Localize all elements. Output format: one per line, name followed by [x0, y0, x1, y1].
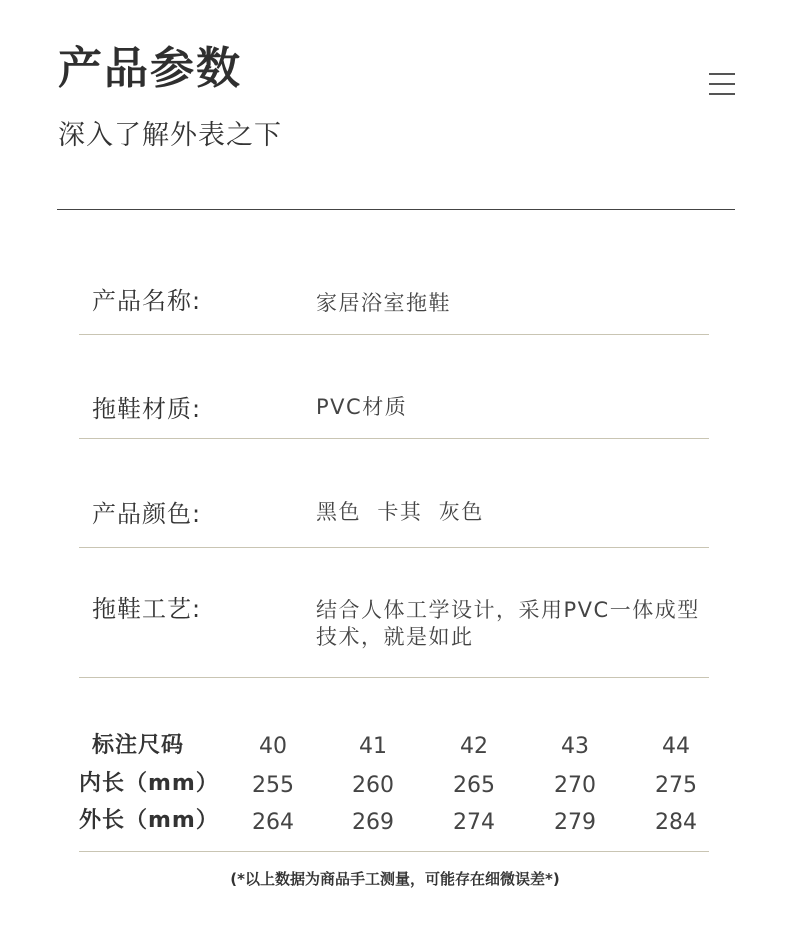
size-cell: 279: [554, 810, 596, 835]
size-cell: 269: [352, 810, 394, 835]
param-value-name: 家居浴室拖鞋: [316, 291, 451, 315]
size-row-label: 标注尺码: [92, 733, 185, 758]
param-label-material: 拖鞋材质:: [92, 395, 202, 423]
page-title: 产品参数: [58, 43, 242, 94]
page-subtitle: 深入了解外表之下: [58, 120, 282, 151]
size-cell: 274: [453, 810, 495, 835]
size-cell: 44: [662, 734, 690, 759]
size-cell: 260: [352, 773, 394, 798]
size-cell: 264: [252, 810, 294, 835]
measurement-footnote: (*以上数据为商品手工测量，可能存在细微误差*): [230, 870, 560, 888]
row-divider: [79, 334, 709, 335]
param-label-name: 产品名称:: [92, 287, 202, 315]
row-divider: [79, 438, 709, 439]
row-divider: [79, 547, 709, 548]
param-value-material: PVC材质: [316, 395, 408, 419]
size-cell: 265: [453, 773, 495, 798]
size-cell: 40: [259, 734, 287, 759]
param-label-craft: 拖鞋工艺:: [92, 595, 202, 623]
inner-length-label: 内长（mm）: [79, 771, 219, 796]
row-divider: [79, 677, 709, 678]
param-label-color: 产品颜色:: [92, 500, 202, 528]
table-bottom-divider: [79, 851, 709, 852]
size-cell: 284: [655, 810, 697, 835]
size-cell: 41: [359, 734, 387, 759]
size-cell: 275: [655, 773, 697, 798]
size-cell: 255: [252, 773, 294, 798]
menu-icon[interactable]: [709, 73, 737, 95]
size-cell: 270: [554, 773, 596, 798]
param-value-color: 黑色 卡其 灰色: [316, 500, 484, 524]
header-divider: [57, 209, 735, 210]
size-cell: 42: [460, 734, 488, 759]
outer-length-label: 外长（mm）: [79, 808, 219, 833]
size-cell: 43: [561, 734, 589, 759]
param-value-craft: 结合人体工学设计，采用PVC一体成型技术，就是如此: [316, 598, 700, 649]
